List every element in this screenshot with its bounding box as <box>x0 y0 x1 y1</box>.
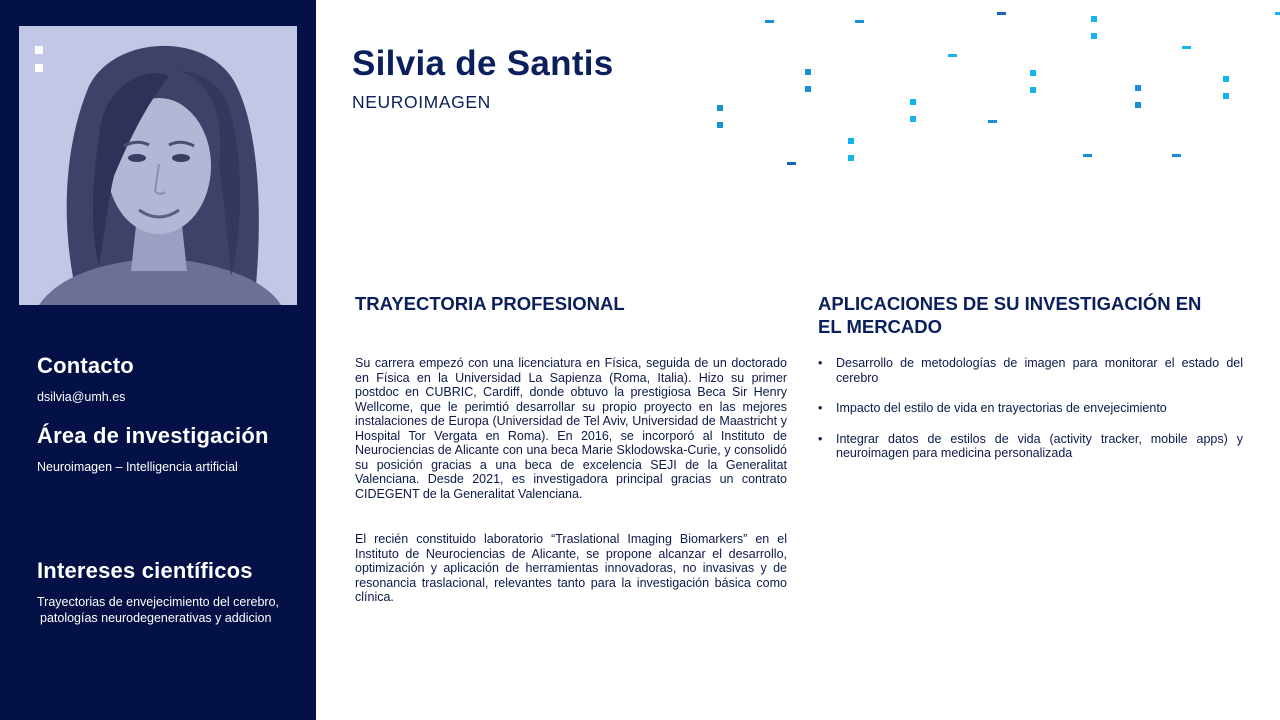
list-item: • Impacto del estilo de vida en trayectorias de envejecimiento <box>818 401 1243 416</box>
applications-heading-line-2: EL MERCADO <box>818 315 943 337</box>
profile-photo <box>19 26 297 305</box>
career-heading: TRAYECTORIA PROFESIONAL <box>355 293 625 314</box>
applications-list <box>818 356 1243 461</box>
person-name: Silvia de Santis <box>352 44 614 83</box>
applications-heading-line-1: APLICACIONES DE SU INVESTIGACIÓN EN <box>818 293 1202 314</box>
applications-heading <box>818 293 1201 338</box>
decor-square-icon <box>35 46 43 54</box>
list-item: • Desarrollo de metodologías de imagen para monitorar el estado del cerebro <box>818 356 1243 385</box>
research-area-text: Neuroimagen – Intelligencia artificial <box>37 460 238 474</box>
career-paragraph-1: Su carrera empezó con una licenciatura en Física, seguida de un doctorado en Física en la Universidad La Sapienza (Roma, Italia). Hizo su primer postdoc en CUBRIC, Cardiff, donde obtuvo la prestigiosa Beca Sir Henry Wellcome, que le perimtió desarrollar su propio proyecto en las mejores instalaciones de Europa (Universidad de Tel Aviv, Universidad de Maastricht y Hospital Tor Vergata en Roma). En 2016, se incorporó al Instituto de Neurociencias de Alicante con una beca Marie Sklodowska-Curie, y consolidó su posición gracias a una beca de excelencia SEJI de la Generalitat Valenciana. Desde 2021, es investigadora principal gracias un contrato CIDEGENT de la Generalitat Valenciana. <box>355 356 787 501</box>
interests-line-2: patologías neurodegenerativas y addicion <box>40 611 272 625</box>
sidebar <box>0 0 316 720</box>
list-item: • Integrar datos de estilos de vida (activity tracker, mobile apps) y neuroimagen para medicina personalizada <box>818 432 1243 461</box>
research-area-heading: Área de investigación <box>37 423 269 448</box>
interests-line-1: Trayectorias de envejecimiento del cerebro, <box>37 595 280 609</box>
contact-heading: Contacto <box>37 353 134 378</box>
contact-email[interactable]: dsilvia@umh.es <box>37 390 126 404</box>
interests-heading: Intereses científicos <box>37 558 253 583</box>
decor-square-icon <box>35 64 43 72</box>
portrait-image <box>19 26 297 305</box>
career-paragraph-2: El recién constituido laboratorio “Traslational Imaging Biomarkers” en el Instituto de Neurociencias de Alicante, se propone alcanzar el desarrollo, optimización y aplicación de herramientas innovadoras, no invasivas y de resonancia traslacional, relevantes tanto para la investigación básica como clínica. <box>355 532 787 604</box>
person-field: NEUROIMAGEN <box>352 92 491 112</box>
